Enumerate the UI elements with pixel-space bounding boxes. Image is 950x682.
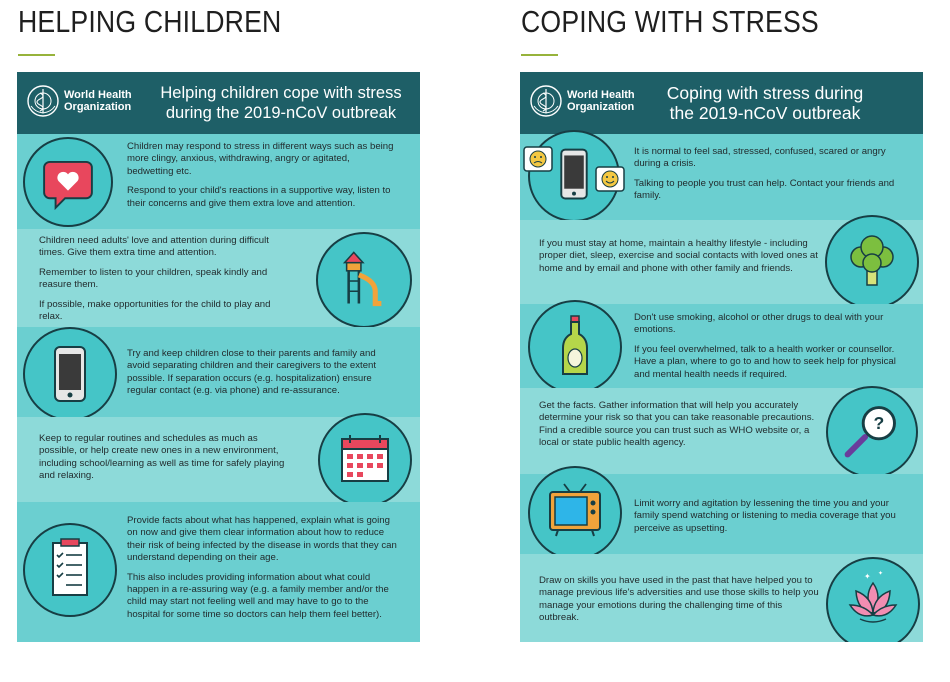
bottle-icon: [530, 302, 620, 392]
magnifying-glass-question-icon: [828, 388, 916, 476]
organization-name: [64, 89, 132, 113]
who-logo: [26, 84, 136, 120]
happy-emoji-bubble-icon: [595, 166, 625, 196]
title-line1: Coping with stress during: [666, 83, 864, 103]
org-name-line1: World Health: [567, 89, 635, 101]
who-logo: [529, 84, 639, 120]
who-emblem-icon: [26, 84, 60, 118]
heart-speech-bubble-icon: [25, 139, 111, 225]
block-paragraph: Try and keep children close to their parents and family and avoid separating children and their caregivers to the extent possible. If separation occurs (e.g. hospitalization) ensure regular contact (e.g. via phone) and re-assurance.: [127, 348, 377, 397]
block-text: [634, 312, 909, 388]
section-title-coping-with-stress: COPING WITH STRESS: [521, 4, 819, 39]
block-paragraph: Children need adults' love and attention during difficult times. Give them extra time and attention.: [39, 235, 269, 259]
block-text: [39, 433, 289, 490]
org-name-line1: World Health: [64, 89, 132, 101]
block-paragraph: Keep to regular routines and schedules as much as possible, or help create new ones in a new environment, including school/learning as well as time for safely playing and relaxing.: [39, 433, 285, 482]
block-text: [634, 146, 904, 210]
info-block: [17, 327, 420, 417]
block-paragraph: If you feel overwhelmed, talk to a health worker or counsellor. Have a plan, where to go to and how to seek help for physical and mental health needs if required.: [634, 343, 896, 380]
info-block: [17, 134, 420, 229]
icon-badge: [528, 466, 622, 560]
block-text: [127, 515, 401, 628]
infographic-header: [520, 72, 923, 134]
title-line1: Helping children cope with stress: [160, 84, 402, 102]
icon-badge: [825, 215, 919, 309]
org-name-line2: Organization: [64, 101, 132, 113]
info-block: [520, 134, 923, 220]
info-block: [520, 554, 923, 642]
block-paragraph: Provide facts about what has happened, explain what is going on now and give them clear information about how to reduce their risk of being infected by the disease in words that they can understand depending on their age.: [127, 515, 397, 564]
info-block: [520, 474, 923, 554]
who-emblem-icon: [529, 84, 563, 118]
info-block: [520, 388, 923, 474]
title-line2: the 2019-nCoV outbreak: [669, 103, 861, 123]
info-block: [17, 417, 420, 502]
icon-badge: [826, 386, 918, 478]
icon-badge: [23, 523, 117, 617]
block-paragraph: Get the facts. Gather information that will help you accurately determine your risk so that you can take reasonable precautions. Find a credible source you can trust such as WHO website or, a local or state public health agency.: [539, 400, 815, 449]
television-icon: [530, 468, 620, 558]
block-text: [39, 235, 289, 330]
block-paragraph: Respond to your child's reactions in a supportive way, listen to their concerns and give them extra love and attention.: [127, 185, 391, 209]
block-paragraph: If you must stay at home, maintain a healthy lifestyle - including proper diet, sleep, exercise and social contacts with loved ones at home and by email and phone with other family and friends.: [539, 238, 818, 274]
sad-emoji-bubble-icon: [523, 146, 553, 176]
infographic-coping-with-stress[interactable]: [520, 72, 923, 642]
block-text: [634, 498, 904, 542]
block-paragraph: Don't use smoking, alcohol or other drugs to deal with your emotions.: [634, 312, 884, 336]
block-paragraph: Children may respond to stress in different ways such as being more clingy, anxious, withdrawing, angry or agitated, bedwetting etc.: [127, 141, 394, 177]
infographic-header: [17, 72, 420, 134]
block-paragraph: Limit worry and agitation by lessening the time you and your family spend watching or listening to media coverage that you perceive as upsetting.: [634, 498, 896, 534]
info-block: [520, 304, 923, 388]
block-text: [127, 141, 397, 217]
block-paragraph: This also includes providing information about what could happen in a re-assuring way (e.g. a family member and/or the child may start not feeling well and may have to go to the hospital for some time so doctors can help them feel better).: [127, 571, 389, 620]
icon-badge: [23, 327, 117, 421]
broccoli-icon: [827, 217, 917, 307]
block-text: [539, 575, 824, 632]
org-name-line2: Organization: [567, 101, 635, 113]
svg-text:✦: ✦: [864, 572, 871, 581]
info-block: [17, 229, 420, 327]
infographic-helping-children[interactable]: [17, 72, 420, 642]
section-title-helping-children: HELPING CHILDREN: [18, 4, 282, 39]
title-underline: [521, 54, 558, 56]
block-paragraph: Draw on skills you have used in the past that have helped you to manage previous life's adversities and use those skills to help you manage your emotions during the challenging time of this outbreak.: [539, 575, 819, 624]
info-block: [520, 220, 923, 304]
icon-badge: [528, 300, 622, 394]
infographic-title: [145, 83, 417, 123]
playground-slide-icon: [318, 234, 410, 326]
block-paragraph: Talking to people you trust can help. Contact your friends and family.: [634, 177, 895, 202]
infographic-title: [645, 83, 885, 123]
checklist-icon: [25, 525, 115, 615]
lotus-flower-icon: [828, 559, 918, 642]
block-paragraph: Remember to listen to your children, speak kindly and reasure them.: [39, 266, 268, 291]
svg-text:?: ?: [873, 413, 885, 434]
icon-badge: [826, 557, 920, 642]
title-underline: [18, 54, 55, 56]
block-text: [539, 400, 819, 457]
svg-text:✦: ✦: [878, 570, 884, 577]
block-text: [539, 238, 824, 282]
block-paragraph: It is normal to feel sad, stressed, confused, scared or angry during a crisis.: [634, 146, 886, 170]
icon-badge: [316, 232, 412, 328]
mobile-phone-icon: [25, 329, 115, 419]
calendar-icon: [320, 415, 410, 505]
block-paragraph: If possible, make opportunities for the child to play and relax.: [39, 298, 271, 323]
block-text: [127, 348, 397, 405]
icon-badge: [23, 137, 113, 227]
icon-badge: [318, 413, 412, 507]
info-block: [17, 502, 420, 642]
organization-name: [567, 89, 635, 113]
title-line2: during the 2019-nCoV outbreak: [165, 104, 397, 122]
